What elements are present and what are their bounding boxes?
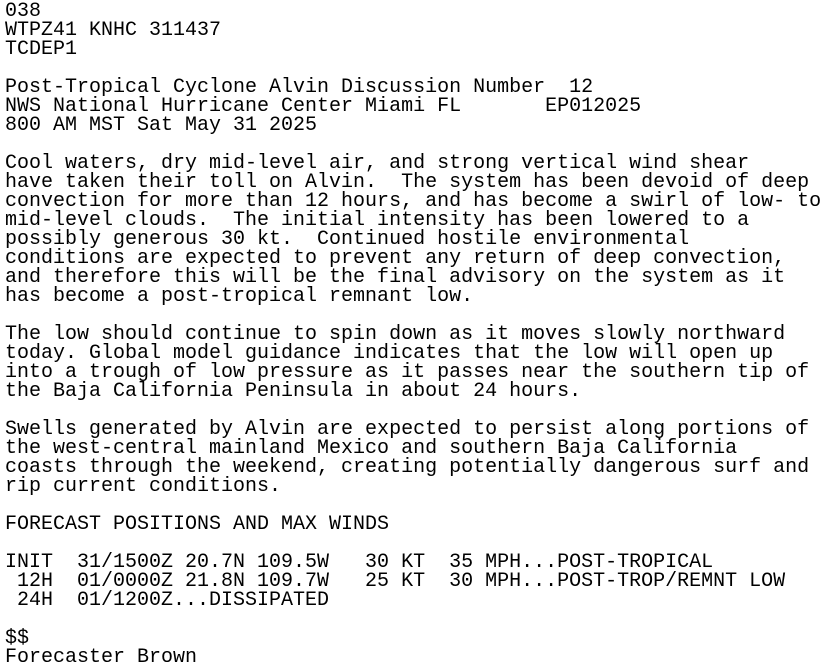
forecast-row: INIT 31/1500Z 20.7N 109.5W 30 KT 35 MPH...POST-TROPICAL <box>5 551 714 574</box>
bulletin-text <box>5 2 821 667</box>
paragraph-line: The low should continue to spin down as it moves slowly northward <box>5 323 786 346</box>
forecast-row: 24H 01/1200Z...DISSIPATED <box>5 589 330 612</box>
paragraph-line: and therefore this will be the final advisory on the system as it <box>5 266 786 289</box>
forecast-row: 12H 01/0000Z 21.8N 109.7W 25 KT 30 MPH...POST-TROP/REMNT LOW <box>5 570 786 593</box>
paragraph-line: conditions are expected to prevent any return of deep convection, <box>5 247 786 270</box>
paragraph-line: the Baja California Peninsula in about 24 hours. <box>5 380 582 403</box>
paragraph-line: into a trough of low pressure as it passes near the southern tip of <box>5 361 810 384</box>
forecaster-signature: Forecaster Brown <box>5 646 198 669</box>
paragraph-line: rip current conditions. <box>5 475 282 498</box>
bulletin-line: 038 <box>5 0 42 23</box>
paragraph-line: possibly generous 30 kt. Continued hostile environmental <box>5 228 690 251</box>
bulletin-line: TCDEP1 <box>5 38 78 61</box>
paragraph-line: mid-level clouds. The initial intensity has been lowered to a <box>5 209 750 232</box>
blank-line <box>5 610 821 629</box>
paragraph-line: today. Global model guidance indicates that the low will open up <box>5 342 774 365</box>
paragraph-line: have taken their toll on Alvin. The system has been devoid of deep <box>5 171 810 194</box>
bulletin-issuer: NWS National Hurricane Center Miami FL EP012025 <box>5 95 642 118</box>
paragraph-line: the west-central mainland Mexico and southern Baja California <box>5 437 738 460</box>
bulletin-timestamp: 800 AM MST Sat May 31 2025 <box>5 114 318 137</box>
forecast-heading: FORECAST POSITIONS AND MAX WINDS <box>5 513 390 536</box>
end-marker: $$ <box>5 627 30 650</box>
paragraph-line: Swells generated by Alvin are expected to persist along portions of <box>5 418 810 441</box>
paragraph-line: coasts through the weekend, creating potentially dangerous surf and <box>5 456 810 479</box>
paragraph-line: has become a post-tropical remnant low. <box>5 285 474 308</box>
paragraph-line: convection for more than 12 hours, and has become a swirl of low- to <box>5 190 822 213</box>
bulletin-line: WTPZ41 KNHC 311437 <box>5 19 222 42</box>
paragraph-line: Cool waters, dry mid-level air, and strong vertical wind shear <box>5 152 750 175</box>
bulletin-title: Post-Tropical Cyclone Alvin Discussion Number 12 <box>5 76 594 99</box>
